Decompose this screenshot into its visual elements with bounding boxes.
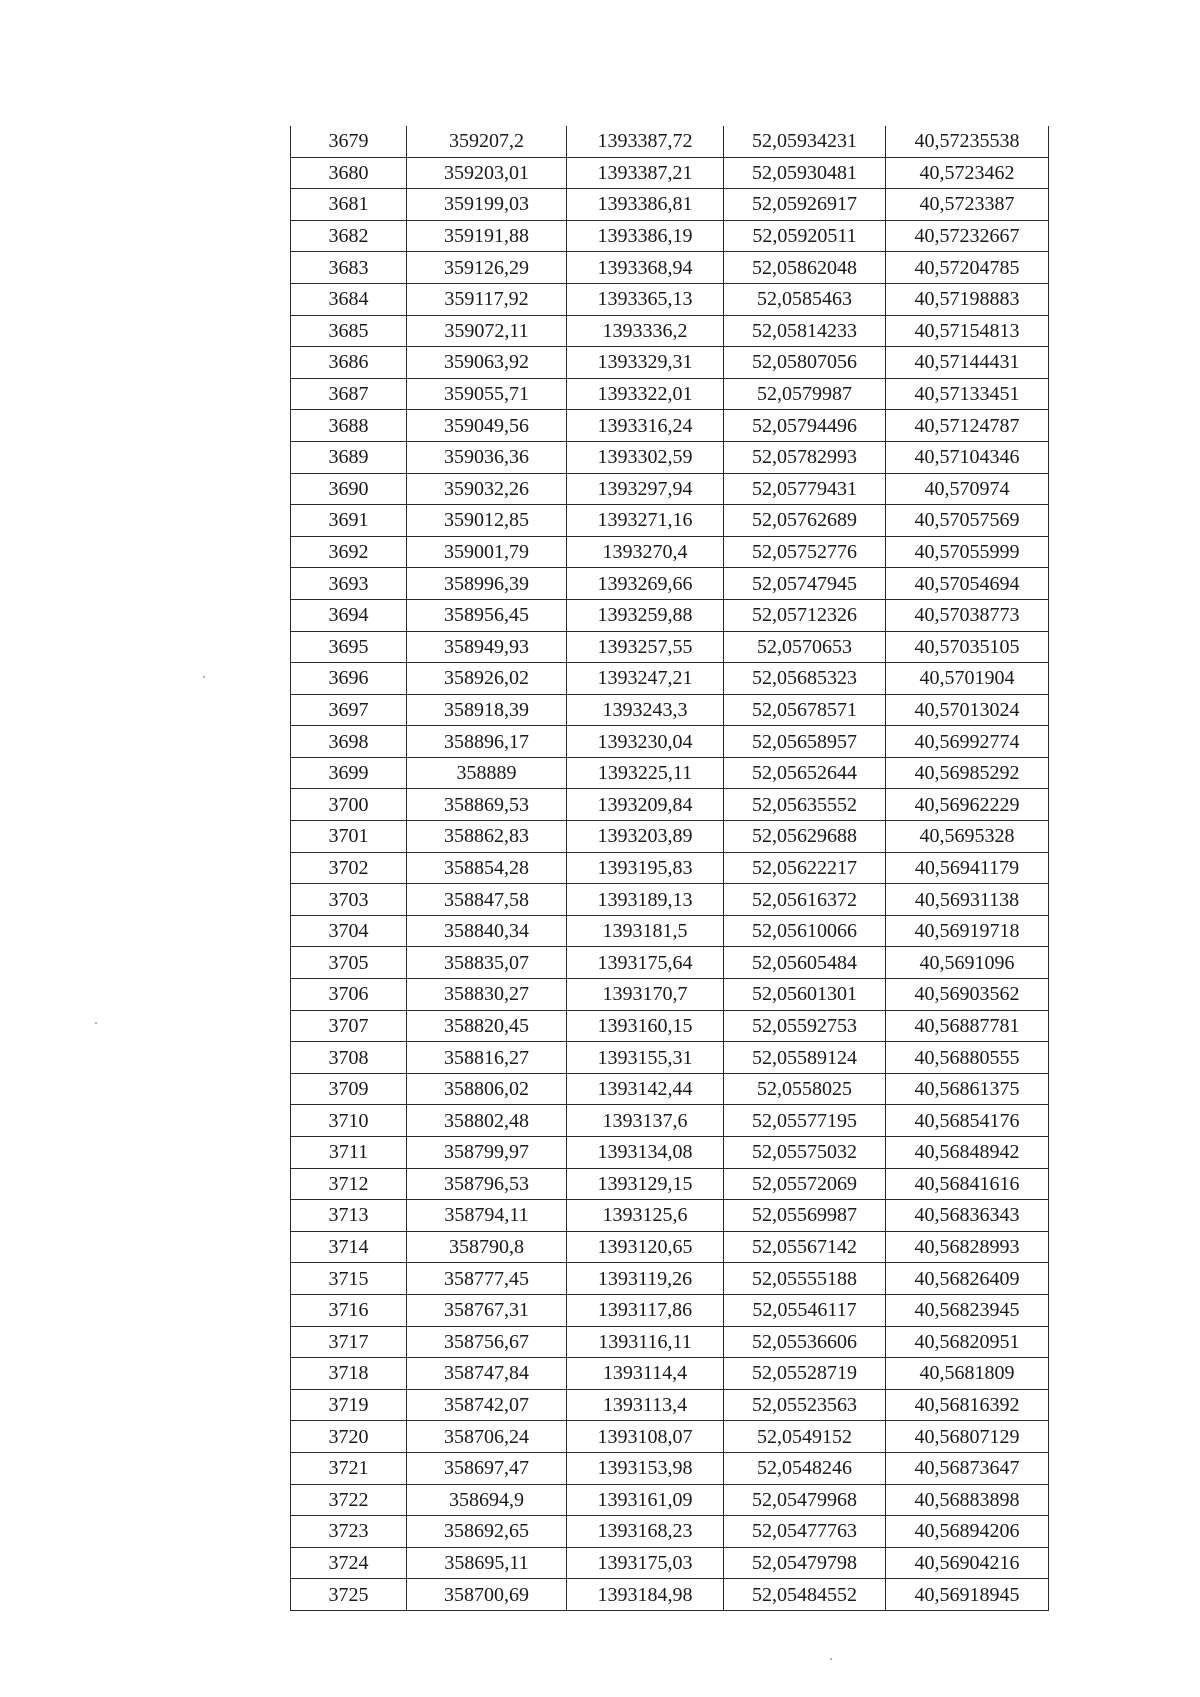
latitude-cell: 52,05794496 [724,410,886,442]
y-coordinate-cell: 1393270,4 [567,536,724,568]
point-number-cell: 3681 [291,189,407,221]
y-coordinate-cell: 1393225,11 [567,757,724,789]
table-row [291,1516,1049,1548]
x-coordinate-cell: 358854,28 [407,852,567,884]
table-row [291,1105,1049,1137]
y-coordinate-cell: 1393108,07 [567,1421,724,1453]
latitude-cell: 52,05569987 [724,1200,886,1232]
y-coordinate-cell: 1393160,15 [567,1010,724,1042]
latitude-cell: 52,05555188 [724,1263,886,1295]
table-row [291,441,1049,473]
latitude-cell: 52,05779431 [724,473,886,505]
longitude-cell: 40,56816392 [886,1389,1049,1421]
point-number-cell: 3708 [291,1042,407,1074]
latitude-cell: 52,0549152 [724,1421,886,1453]
point-number-cell: 3686 [291,347,407,379]
longitude-cell: 40,56883898 [886,1484,1049,1516]
table-row [291,536,1049,568]
latitude-cell: 52,05807056 [724,347,886,379]
point-number-cell: 3682 [291,220,407,252]
y-coordinate-cell: 1393387,72 [567,126,724,157]
x-coordinate-cell: 358816,27 [407,1042,567,1074]
point-number-cell: 3723 [291,1516,407,1548]
latitude-cell: 52,05528719 [724,1358,886,1390]
point-number-cell: 3692 [291,536,407,568]
y-coordinate-cell: 1393195,83 [567,852,724,884]
longitude-cell: 40,57133451 [886,378,1049,410]
x-coordinate-cell: 358926,02 [407,663,567,695]
latitude-cell: 52,05752776 [724,536,886,568]
longitude-cell: 40,57055999 [886,536,1049,568]
latitude-cell: 52,05920511 [724,220,886,252]
latitude-cell: 52,05762689 [724,505,886,537]
longitude-cell: 40,56828993 [886,1231,1049,1263]
x-coordinate-cell: 358697,47 [407,1452,567,1484]
table-row [291,1231,1049,1263]
latitude-cell: 52,05605484 [724,947,886,979]
y-coordinate-cell: 1393137,6 [567,1105,724,1137]
point-number-cell: 3718 [291,1358,407,1390]
y-coordinate-cell: 1393316,24 [567,410,724,442]
longitude-cell: 40,5723462 [886,157,1049,189]
x-coordinate-cell: 359117,92 [407,283,567,315]
y-coordinate-cell: 1393189,13 [567,884,724,916]
longitude-cell: 40,57235538 [886,126,1049,157]
longitude-cell: 40,56836343 [886,1200,1049,1232]
latitude-cell: 52,05782993 [724,441,886,473]
scan-speck [830,1658,832,1660]
table-row [291,1452,1049,1484]
x-coordinate-cell: 358806,02 [407,1073,567,1105]
longitude-cell: 40,5723387 [886,189,1049,221]
x-coordinate-cell: 358756,67 [407,1326,567,1358]
table-row [291,1168,1049,1200]
x-coordinate-cell: 358862,83 [407,821,567,853]
longitude-cell: 40,57232667 [886,220,1049,252]
point-number-cell: 3684 [291,283,407,315]
x-coordinate-cell: 358790,8 [407,1231,567,1263]
longitude-cell: 40,5681809 [886,1358,1049,1390]
latitude-cell: 52,0570653 [724,631,886,663]
table-row [291,473,1049,505]
y-coordinate-cell: 1393120,65 [567,1231,724,1263]
point-number-cell: 3712 [291,1168,407,1200]
point-number-cell: 3699 [291,757,407,789]
point-number-cell: 3725 [291,1579,407,1611]
table-row [291,884,1049,916]
x-coordinate-cell: 358700,69 [407,1579,567,1611]
y-coordinate-cell: 1393257,55 [567,631,724,663]
latitude-cell: 52,05926917 [724,189,886,221]
latitude-cell: 52,05747945 [724,568,886,600]
latitude-cell: 52,0579987 [724,378,886,410]
y-coordinate-cell: 1393113,4 [567,1389,724,1421]
table-row [291,1421,1049,1453]
y-coordinate-cell: 1393230,04 [567,726,724,758]
table-row [291,947,1049,979]
y-coordinate-cell: 1393259,88 [567,599,724,631]
point-number-cell: 3695 [291,631,407,663]
point-number-cell: 3704 [291,915,407,947]
latitude-cell: 52,05592753 [724,1010,886,1042]
latitude-cell: 52,0585463 [724,283,886,315]
latitude-cell: 52,05685323 [724,663,886,695]
latitude-cell: 52,05601301 [724,979,886,1011]
table-row [291,694,1049,726]
y-coordinate-cell: 1393247,21 [567,663,724,695]
table-row [291,1042,1049,1074]
latitude-cell: 52,05477763 [724,1516,886,1548]
x-coordinate-cell: 359063,92 [407,347,567,379]
y-coordinate-cell: 1393125,6 [567,1200,724,1232]
point-number-cell: 3722 [291,1484,407,1516]
x-coordinate-cell: 358830,27 [407,979,567,1011]
point-number-cell: 3703 [291,884,407,916]
longitude-cell: 40,5695328 [886,821,1049,853]
x-coordinate-cell: 358747,84 [407,1358,567,1390]
table-row [291,757,1049,789]
table-row [291,157,1049,189]
longitude-cell: 40,56903562 [886,979,1049,1011]
point-number-cell: 3697 [291,694,407,726]
point-number-cell: 3720 [291,1421,407,1453]
point-number-cell: 3715 [291,1263,407,1295]
x-coordinate-cell: 358796,53 [407,1168,567,1200]
x-coordinate-cell: 358767,31 [407,1294,567,1326]
longitude-cell: 40,57204785 [886,252,1049,284]
point-number-cell: 3714 [291,1231,407,1263]
longitude-cell: 40,57013024 [886,694,1049,726]
table-row [291,1010,1049,1042]
latitude-cell: 52,05814233 [724,315,886,347]
longitude-cell: 40,57198883 [886,283,1049,315]
latitude-cell: 52,05616372 [724,884,886,916]
longitude-cell: 40,56941179 [886,852,1049,884]
latitude-cell: 52,05572069 [724,1168,886,1200]
y-coordinate-cell: 1393271,16 [567,505,724,537]
latitude-cell: 52,05930481 [724,157,886,189]
table-row [291,663,1049,695]
x-coordinate-cell: 358889 [407,757,567,789]
table-row [291,1389,1049,1421]
y-coordinate-cell: 1393168,23 [567,1516,724,1548]
x-coordinate-cell: 358896,17 [407,726,567,758]
y-coordinate-cell: 1393119,26 [567,1263,724,1295]
y-coordinate-cell: 1393142,44 [567,1073,724,1105]
latitude-cell: 52,0558025 [724,1073,886,1105]
x-coordinate-cell: 358692,65 [407,1516,567,1548]
longitude-cell: 40,57104346 [886,441,1049,473]
latitude-cell: 52,05712326 [724,599,886,631]
longitude-cell: 40,56931138 [886,884,1049,916]
point-number-cell: 3685 [291,315,407,347]
y-coordinate-cell: 1393269,66 [567,568,724,600]
table-row [291,852,1049,884]
y-coordinate-cell: 1393181,5 [567,915,724,947]
point-number-cell: 3711 [291,1137,407,1169]
longitude-cell: 40,57038773 [886,599,1049,631]
x-coordinate-cell: 358695,11 [407,1547,567,1579]
table-row [291,1358,1049,1390]
point-number-cell: 3719 [291,1389,407,1421]
table-row [291,631,1049,663]
table-row [291,1484,1049,1516]
table-row [291,347,1049,379]
latitude-cell: 52,05934231 [724,126,886,157]
latitude-cell: 52,05577195 [724,1105,886,1137]
x-coordinate-cell: 359049,56 [407,410,567,442]
point-number-cell: 3696 [291,663,407,695]
y-coordinate-cell: 1393386,81 [567,189,724,221]
latitude-cell: 52,05479798 [724,1547,886,1579]
x-coordinate-cell: 359191,88 [407,220,567,252]
point-number-cell: 3680 [291,157,407,189]
point-number-cell: 3694 [291,599,407,631]
table-row [291,1200,1049,1232]
longitude-cell: 40,57124787 [886,410,1049,442]
point-number-cell: 3706 [291,979,407,1011]
table-row [291,378,1049,410]
table-row [291,189,1049,221]
y-coordinate-cell: 1393336,2 [567,315,724,347]
table-row [291,315,1049,347]
x-coordinate-cell: 358835,07 [407,947,567,979]
table-row [291,1547,1049,1579]
table-row [291,220,1049,252]
table-row [291,1326,1049,1358]
point-number-cell: 3690 [291,473,407,505]
x-coordinate-cell: 359012,85 [407,505,567,537]
longitude-cell: 40,5691096 [886,947,1049,979]
point-number-cell: 3707 [291,1010,407,1042]
table-row [291,1073,1049,1105]
point-number-cell: 3698 [291,726,407,758]
latitude-cell: 52,05635552 [724,789,886,821]
y-coordinate-cell: 1393365,13 [567,283,724,315]
y-coordinate-cell: 1393175,64 [567,947,724,979]
longitude-cell: 40,56904216 [886,1547,1049,1579]
longitude-cell: 40,56841616 [886,1168,1049,1200]
y-coordinate-cell: 1393368,94 [567,252,724,284]
x-coordinate-cell: 358802,48 [407,1105,567,1137]
longitude-cell: 40,56992774 [886,726,1049,758]
x-coordinate-cell: 358949,93 [407,631,567,663]
y-coordinate-cell: 1393203,89 [567,821,724,853]
longitude-cell: 40,56807129 [886,1421,1049,1453]
y-coordinate-cell: 1393116,11 [567,1326,724,1358]
table-row [291,789,1049,821]
point-number-cell: 3710 [291,1105,407,1137]
x-coordinate-cell: 358869,53 [407,789,567,821]
latitude-cell: 52,05546117 [724,1294,886,1326]
y-coordinate-cell: 1393386,19 [567,220,724,252]
longitude-cell: 40,56848942 [886,1137,1049,1169]
point-number-cell: 3700 [291,789,407,821]
point-number-cell: 3687 [291,378,407,410]
y-coordinate-cell: 1393134,08 [567,1137,724,1169]
y-coordinate-cell: 1393114,4 [567,1358,724,1390]
y-coordinate-cell: 1393322,01 [567,378,724,410]
longitude-cell: 40,56861375 [886,1073,1049,1105]
point-number-cell: 3689 [291,441,407,473]
table-row [291,505,1049,537]
coordinates-table [290,126,1049,1611]
x-coordinate-cell: 359203,01 [407,157,567,189]
point-number-cell: 3688 [291,410,407,442]
x-coordinate-cell: 358956,45 [407,599,567,631]
table-row [291,1137,1049,1169]
longitude-cell: 40,56854176 [886,1105,1049,1137]
x-coordinate-cell: 358918,39 [407,694,567,726]
longitude-cell: 40,5701904 [886,663,1049,695]
point-number-cell: 3717 [291,1326,407,1358]
x-coordinate-cell: 359072,11 [407,315,567,347]
latitude-cell: 52,05536606 [724,1326,886,1358]
latitude-cell: 52,05567142 [724,1231,886,1263]
y-coordinate-cell: 1393155,31 [567,1042,724,1074]
latitude-cell: 52,05523563 [724,1389,886,1421]
longitude-cell: 40,56918945 [886,1579,1049,1611]
y-coordinate-cell: 1393129,15 [567,1168,724,1200]
longitude-cell: 40,56962229 [886,789,1049,821]
x-coordinate-cell: 359055,71 [407,378,567,410]
x-coordinate-cell: 358777,45 [407,1263,567,1295]
x-coordinate-cell: 358840,34 [407,915,567,947]
x-coordinate-cell: 359199,03 [407,189,567,221]
x-coordinate-cell: 359036,36 [407,441,567,473]
point-number-cell: 3716 [291,1294,407,1326]
latitude-cell: 52,05629688 [724,821,886,853]
x-coordinate-cell: 359207,2 [407,126,567,157]
y-coordinate-cell: 1393161,09 [567,1484,724,1516]
y-coordinate-cell: 1393175,03 [567,1547,724,1579]
y-coordinate-cell: 1393117,86 [567,1294,724,1326]
y-coordinate-cell: 1393153,98 [567,1452,724,1484]
latitude-cell: 52,05589124 [724,1042,886,1074]
table-row [291,252,1049,284]
point-number-cell: 3724 [291,1547,407,1579]
x-coordinate-cell: 359126,29 [407,252,567,284]
longitude-cell: 40,570974 [886,473,1049,505]
longitude-cell: 40,56894206 [886,1516,1049,1548]
y-coordinate-cell: 1393329,31 [567,347,724,379]
latitude-cell: 52,05479968 [724,1484,886,1516]
table-row [291,410,1049,442]
y-coordinate-cell: 1393297,94 [567,473,724,505]
table-row [291,1579,1049,1611]
latitude-cell: 52,05622217 [724,852,886,884]
latitude-cell: 52,05610066 [724,915,886,947]
point-number-cell: 3693 [291,568,407,600]
x-coordinate-cell: 358794,11 [407,1200,567,1232]
longitude-cell: 40,56873647 [886,1452,1049,1484]
y-coordinate-cell: 1393170,7 [567,979,724,1011]
latitude-cell: 52,05575032 [724,1137,886,1169]
scan-speck [95,1022,97,1024]
latitude-cell: 52,05652644 [724,757,886,789]
table-row [291,1294,1049,1326]
point-number-cell: 3721 [291,1452,407,1484]
longitude-cell: 40,56919718 [886,915,1049,947]
table-row [291,283,1049,315]
coordinates-table-body [291,126,1049,1610]
x-coordinate-cell: 358706,24 [407,1421,567,1453]
x-coordinate-cell: 358742,07 [407,1389,567,1421]
point-number-cell: 3691 [291,505,407,537]
x-coordinate-cell: 358847,58 [407,884,567,916]
point-number-cell: 3702 [291,852,407,884]
table-row [291,126,1049,157]
point-number-cell: 3705 [291,947,407,979]
x-coordinate-cell: 358694,9 [407,1484,567,1516]
longitude-cell: 40,57057569 [886,505,1049,537]
table-row [291,915,1049,947]
longitude-cell: 40,56880555 [886,1042,1049,1074]
latitude-cell: 52,0548246 [724,1452,886,1484]
longitude-cell: 40,56887781 [886,1010,1049,1042]
table-row [291,1263,1049,1295]
longitude-cell: 40,56823945 [886,1294,1049,1326]
table-row [291,726,1049,758]
latitude-cell: 52,05862048 [724,252,886,284]
longitude-cell: 40,57154813 [886,315,1049,347]
latitude-cell: 52,05484552 [724,1579,886,1611]
table-row [291,599,1049,631]
longitude-cell: 40,57035105 [886,631,1049,663]
x-coordinate-cell: 358996,39 [407,568,567,600]
longitude-cell: 40,56820951 [886,1326,1049,1358]
x-coordinate-cell: 358820,45 [407,1010,567,1042]
y-coordinate-cell: 1393209,84 [567,789,724,821]
point-number-cell: 3701 [291,821,407,853]
longitude-cell: 40,57144431 [886,347,1049,379]
latitude-cell: 52,05678571 [724,694,886,726]
longitude-cell: 40,57054694 [886,568,1049,600]
table-row [291,821,1049,853]
x-coordinate-cell: 358799,97 [407,1137,567,1169]
y-coordinate-cell: 1393243,3 [567,694,724,726]
point-number-cell: 3713 [291,1200,407,1232]
y-coordinate-cell: 1393387,21 [567,157,724,189]
longitude-cell: 40,56985292 [886,757,1049,789]
y-coordinate-cell: 1393184,98 [567,1579,724,1611]
x-coordinate-cell: 359001,79 [407,536,567,568]
scan-speck [203,676,205,678]
point-number-cell: 3709 [291,1073,407,1105]
point-number-cell: 3679 [291,126,407,157]
y-coordinate-cell: 1393302,59 [567,441,724,473]
x-coordinate-cell: 359032,26 [407,473,567,505]
table-row [291,979,1049,1011]
table-row [291,568,1049,600]
latitude-cell: 52,05658957 [724,726,886,758]
longitude-cell: 40,56826409 [886,1263,1049,1295]
point-number-cell: 3683 [291,252,407,284]
